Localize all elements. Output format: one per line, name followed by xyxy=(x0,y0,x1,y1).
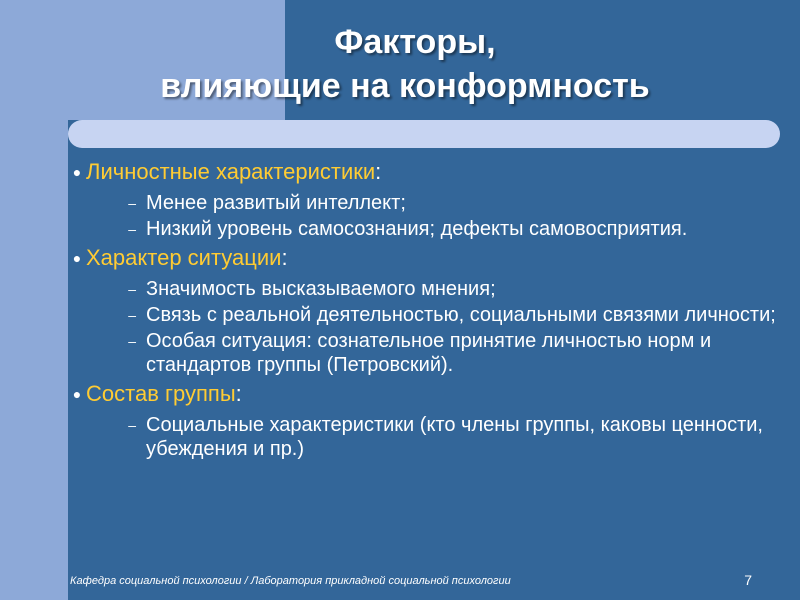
list-item xyxy=(68,329,788,377)
list-item-text: Особая ситуация: сознательное принятие личностью норм и стандартов группы (Петровский). xyxy=(146,330,712,376)
section-group xyxy=(68,379,788,461)
section-heading-colon: : xyxy=(235,381,242,406)
list-item xyxy=(68,413,788,461)
section-items xyxy=(68,191,788,241)
section-heading-colon: : xyxy=(375,159,382,184)
title-line-2: влияющие на конформность xyxy=(160,67,650,105)
section-personal xyxy=(68,157,788,241)
section-heading-text: Личностные характеристики xyxy=(86,159,376,184)
bullet-icon: ● xyxy=(72,164,82,180)
bullet-icon: ● xyxy=(72,386,82,402)
dash-icon: – xyxy=(128,307,136,323)
list-item xyxy=(68,303,788,327)
footer-text: Кафедра социальной психологии / Лаборатория прикладной социальной психологии xyxy=(70,575,511,587)
section-heading xyxy=(68,379,788,411)
list-item xyxy=(68,277,788,301)
section-heading-colon: : xyxy=(281,245,288,270)
section-situation xyxy=(68,243,788,377)
list-item-text: Значимость высказываемого мнения; xyxy=(146,278,496,300)
title-underline-bar xyxy=(68,120,780,148)
section-items xyxy=(68,277,788,377)
section-heading xyxy=(68,157,788,189)
dash-icon: – xyxy=(128,221,136,237)
section-heading xyxy=(68,243,788,275)
slide-title xyxy=(75,20,775,108)
list-item-text: Низкий уровень самосознания; дефекты самовосприятия. xyxy=(146,218,688,240)
list-item xyxy=(68,217,788,241)
bullet-icon: ● xyxy=(72,250,82,266)
section-heading-text: Характер ситуации xyxy=(86,245,282,270)
list-item-text: Менее развитый интеллект; xyxy=(146,192,406,214)
title-line-1: Факторы, xyxy=(334,23,496,61)
page-number: 7 xyxy=(744,572,752,588)
dash-icon: – xyxy=(128,281,136,297)
section-items xyxy=(68,413,788,461)
dash-icon: – xyxy=(128,417,136,433)
list-item-text: Связь с реальной деятельностью, социальными связями личности; xyxy=(146,304,776,326)
dash-icon: – xyxy=(128,333,136,349)
dash-icon: – xyxy=(128,195,136,211)
section-heading-text: Состав группы xyxy=(86,381,236,406)
list-item-text: Социальные характеристики (кто члены группы, каковы ценности, убеждения и пр.) xyxy=(146,414,763,460)
list-item xyxy=(68,191,788,215)
slide-content xyxy=(68,157,788,463)
